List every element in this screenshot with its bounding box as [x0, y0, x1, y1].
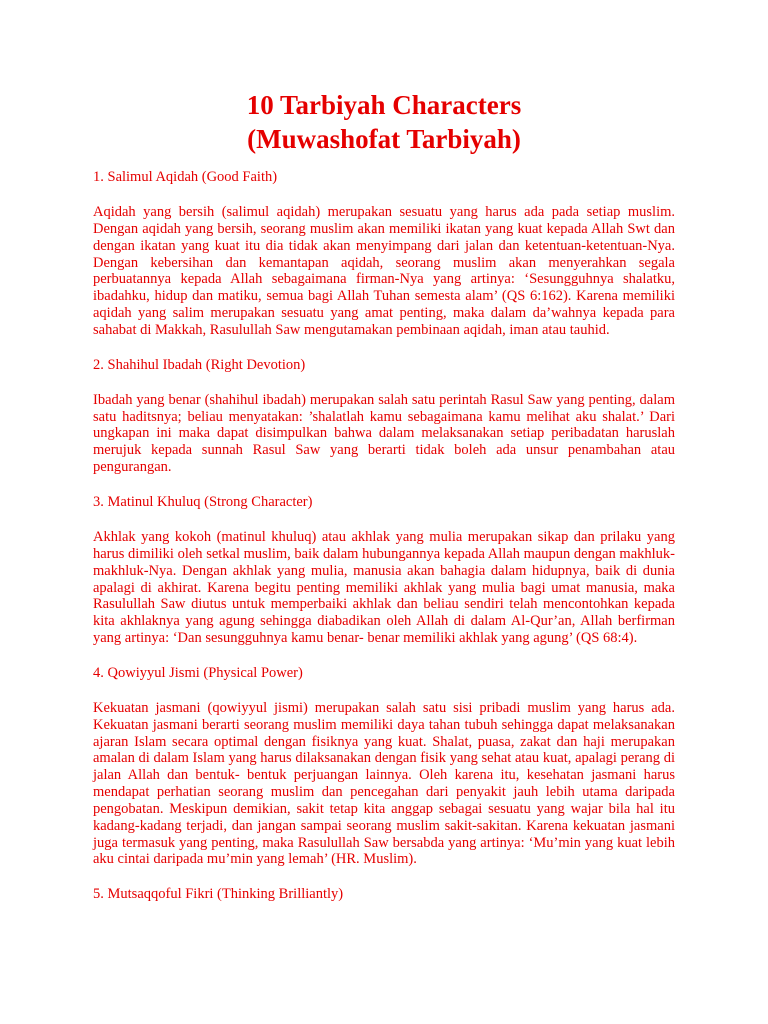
section-heading-5: 5. Mutsaqqoful Fikri (Thinking Brilliantly): [93, 886, 344, 903]
document-title: [93, 88, 675, 156]
section-heading-2: 2. Shahihul Ibadah (Right Devotion): [93, 356, 306, 373]
section-body-1: Aqidah yang bersih (salimul aqidah) merupakan sesuatu yang harus ada pada setiap muslim. Dengan aqidah yang bersih, seorang muslim akan memiliki ikatan yang kuat kepada Allah Swt dan dengan ikatan yang kuat itu dia tidak akan menyimpang dari jalan dan ketentuan-ketentuan-Nya. Dengan kebersihan dan kemantapan aqidah, seorang muslim akan menyerahkan segala perbuatannya kepada Allah sebagaimana firman-Nya yang artinya: ‘Sesungguhnya shalatku, ibadahku, hidup dan matiku, semua bagi Allah Tuhan semesta alam’ (QS 6:162). Karena memiliki aqidah yang salim merupakan sesuatu yang amat penting, maka dalam da’wahnya kepada para sahabat di Makkah, Rasulullah Saw mengutamakan pembinaan aqidah, iman atau tauhid.: [93, 204, 675, 338]
section-body-4: Kekuatan jasmani (qowiyyul jismi) merupakan salah satu sisi pribadi muslim yang harus ada. Kekuatan jasmani berarti seorang muslim memiliki daya tahan tubuh sehingga dapat melaksanakan ajaran Islam secara optimal dengan fisiknya yang kuat. Shalat, puasa, zakat dan haji merupakan amalan di dalam Islam yang harus dilaksanakan dengan fisik yang sehat atau kuat, apalagi perang di jalan Allah dan bentuk- bentuk perjuangan lainnya. Oleh karena itu, kesehatan jasmani harus mendapat perhatian seorang muslim dan pencegahan dari penyakit jauh lebih utama daripada pengobatan. Meskipun demikian, sakit tetap kita anggap sebagai sesuatu yang wajar bila hal itu kadang-kadang terjadi, dan jangan sampai seorang muslim sakit-sakitan. Karena kekuatan jasmani juga termasuk yang penting, maka Rasulullah Saw bersabda yang artinya: ‘Mu’min yang kuat lebih aku cintai daripada mu’min yang lemah’ (HR. Muslim).: [93, 699, 675, 868]
section-body-3: Akhlak yang kokoh (matinul khuluq) atau akhlak yang mulia merupakan sikap dan prilaku yang harus dimiliki oleh setkal muslim, baik dalam hubungannya kepada Allah maupun dengan makhluk-makhluk-Nya. Dengan akhlak yang mulia, manusia akan bahagia dalam hidupnya, baik di dunia apalagi di akhirat. Karena begitu penting memiliki akhlak yang mulia bagi umat manusia, maka Rasulullah Saw diutus untuk memperbaiki akhlak dan beliau sendiri telah mencontohkan kepada kita akhlaknya yang agung sehingga diabadikan oleh Allah di dalam Al-Qur’an, Allah berfirman yang artinya: ‘Dan sesungguhnya kamu benar- benar memiliki akhlak yang agung’ (QS 68:4).: [93, 528, 675, 647]
section-heading-3: 3. Matinul Khuluq (Strong Character): [93, 493, 313, 510]
section-heading-1: 1. Salimul Aqidah (Good Faith): [93, 169, 278, 185]
title-line-2: (Muwashofat Tarbiyah): [247, 124, 521, 154]
title-line-1: 10 Tarbiyah Characters: [246, 90, 522, 120]
document-page: [93, 88, 675, 921]
section-body-2: Ibadah yang benar (shahihul ibadah) merupakan salah satu perintah Rasul Saw yang penting, dalam satu haditsnya; beliau menyatakan: ’shalatlah kamu sebagaimana kamu melihat aku shalat.’ Dari ungkapan ini maka dapat disimpulkan bahwa dalam melaksanakan setiap peribadatan haruslah merujuk kepada sunnah Rasul Saw yang berarti tidak boleh ada unsur penambahan atau pengurangan.: [93, 391, 675, 476]
section-heading-4: 4. Qowiyyul Jismi (Physical Power): [93, 664, 303, 681]
